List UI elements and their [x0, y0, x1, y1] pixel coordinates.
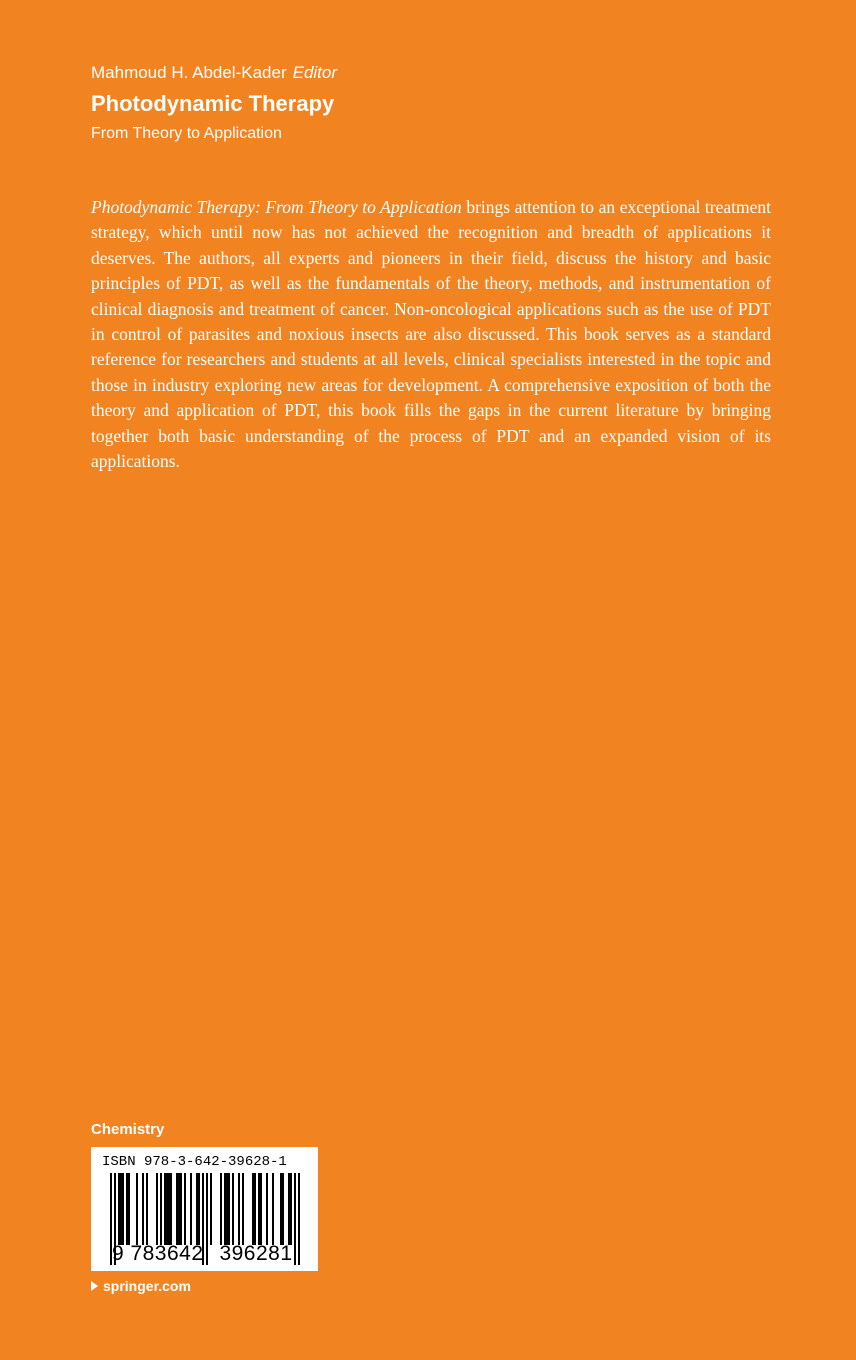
barcode-bar: [164, 1173, 166, 1245]
book-description: [91, 195, 771, 474]
barcode-bar: [178, 1173, 180, 1245]
subject-category: Chemistry: [91, 1121, 165, 1138]
barcode-bar: [210, 1173, 212, 1245]
isbn-label: ISBN 978-3-642-39628-1: [102, 1154, 287, 1170]
barcode-bar: [224, 1173, 226, 1245]
barcode-bar: [198, 1173, 200, 1245]
barcode-bar: [220, 1173, 222, 1245]
barcode-bar: [252, 1173, 254, 1245]
description-title: Photodynamic Therapy: From Theory to Application: [91, 197, 462, 217]
barcode-bar: [120, 1173, 122, 1245]
barcode-bar: [290, 1173, 292, 1245]
ean-right-group: 396281: [219, 1242, 293, 1265]
barcode-bar: [232, 1173, 234, 1245]
barcode-bar: [242, 1173, 244, 1245]
barcode-bar: [238, 1173, 240, 1245]
barcode-bar: [160, 1173, 162, 1245]
arrow-right-icon: [91, 1281, 98, 1291]
book-header: [91, 62, 791, 144]
barcode-bar: [226, 1173, 228, 1245]
barcode-bar: [254, 1173, 256, 1245]
barcode-bar: [128, 1173, 130, 1245]
barcode-bar: [146, 1173, 148, 1245]
barcode-bar: [260, 1173, 262, 1245]
barcode-bar: [176, 1173, 178, 1245]
barcode-bar: [118, 1173, 120, 1245]
barcode-bar: [282, 1173, 284, 1245]
barcode-bar: [190, 1173, 192, 1245]
editor-name: Mahmoud H. Abdel-Kader: [91, 63, 287, 82]
barcode-bar: [258, 1173, 260, 1245]
barcode-bar: [272, 1173, 274, 1245]
ean-digits: [91, 1240, 318, 1268]
barcode-bar: [156, 1173, 158, 1245]
barcode-bar: [166, 1173, 168, 1245]
isbn-barcode: [91, 1147, 318, 1271]
barcode-bar: [180, 1173, 182, 1245]
book-subtitle: From Theory to Application: [91, 125, 282, 142]
barcode-bar: [126, 1173, 128, 1245]
editor-line: [91, 62, 791, 84]
book-title: Photodynamic Therapy: [91, 91, 335, 116]
barcode-bar: [122, 1173, 124, 1245]
barcode-bar: [196, 1173, 198, 1245]
ean-first-digit: 9: [112, 1242, 124, 1265]
barcode-bar: [142, 1173, 144, 1245]
editor-role: Editor: [292, 63, 338, 82]
publisher-link[interactable]: [91, 1276, 191, 1296]
barcode-bar: [266, 1173, 268, 1245]
barcode-bar: [288, 1173, 290, 1245]
barcode-bar: [170, 1173, 172, 1245]
barcode-bar: [168, 1173, 170, 1245]
description-body: brings attention to an exceptional treatment strategy, which until now has not achieved the recognition and breadth of applications it deserves. The authors, all experts and pioneers in their field, discuss the history and basic principles of PDT, as well as the fundamentals of the theory, methods, and instrumentation of clinical diagnosis and treatment of cancer. Non-oncological applications such as the use of PDT in control of parasites and noxious insects are also discussed. This book serves as a standard reference for researchers and students at all levels, clinical specialists interested in the topic and those in industry exploring new areas for development. A comprehensive exposition of both the theory and application of PDT, this book fills the gaps in the current literature by bringing together both basic understanding of the process of PDT and an expanded vision of its applications.: [91, 197, 771, 472]
ean-left-group: 783642: [130, 1242, 204, 1265]
barcode-bar: [280, 1173, 282, 1245]
barcode-bar: [184, 1173, 186, 1245]
barcode-bar: [228, 1173, 230, 1245]
barcode-bar: [136, 1173, 138, 1245]
publisher-link-text: springer.com: [103, 1278, 191, 1294]
